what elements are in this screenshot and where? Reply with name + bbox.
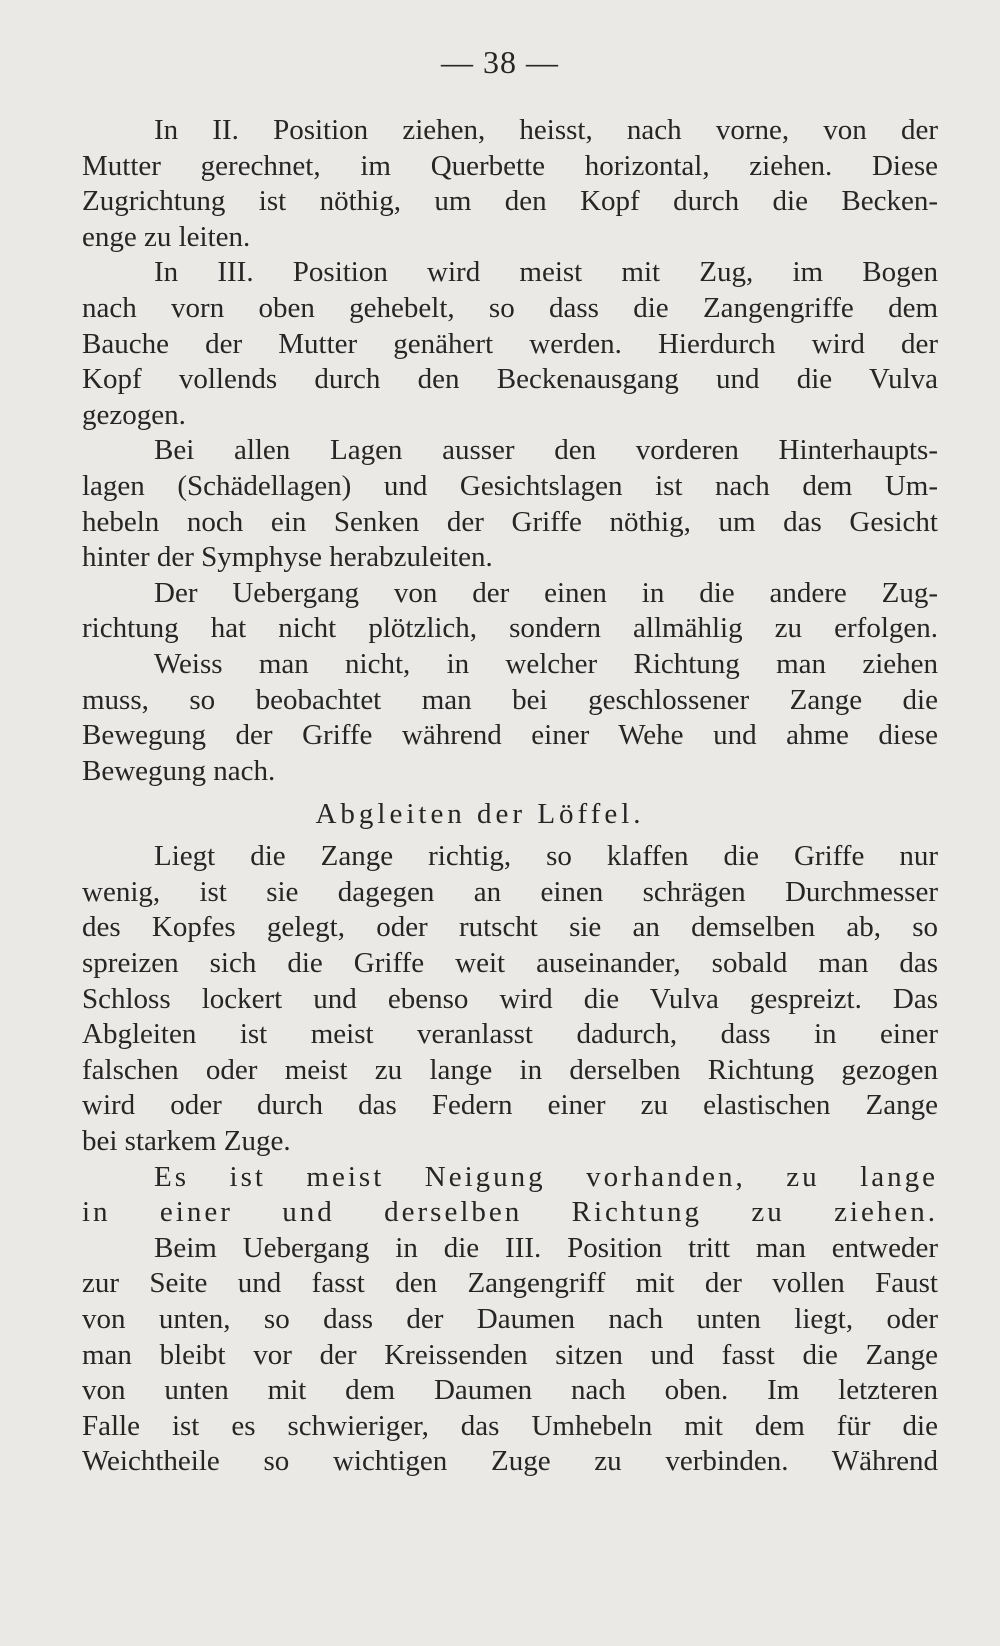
text-line: Mutter gerechnet, im Querbette horizontal, ziehen. Diese: [82, 149, 938, 182]
text-line: Es ist meist Neigung vorhanden, zu lange: [154, 1160, 938, 1193]
text-line: enge zu leiten.: [82, 220, 251, 253]
text-line: richtung hat nicht plötzlich, sondern allmählig zu erfolgen.: [82, 612, 938, 645]
text-line: Liegt die Zange richtig, so klaffen die Griffe nur: [154, 840, 938, 873]
body-text: [82, 113, 938, 1480]
text-line: Der Uebergang von der einen in die andere Zug-: [154, 576, 938, 609]
text-line: Bei allen Lagen ausser den vorderen Hinterhaupts-: [154, 434, 938, 467]
text-line: Abgleiten ist meist veranlasst dadurch, dass in einer: [82, 1018, 938, 1051]
text-line: bei starkem Zuge.: [82, 1125, 291, 1158]
text-line: wenig, ist sie dagegen an einen schrägen Durchmesser: [82, 875, 938, 908]
text-line: Schloss lockert und ebenso wird die Vulva gespreizt. Das: [82, 982, 938, 1015]
section-heading: Abgleiten der Löffel.: [315, 798, 645, 831]
text-line: muss, so beobachtet man bei geschlossener Zange die: [82, 683, 938, 716]
text-line: spreizen sich die Griffe weit auseinander, sobald man das: [82, 947, 938, 980]
text-line: zur Seite und fasst den Zangengriff mit der vollen Faust: [82, 1267, 938, 1300]
text-line: Weiss man nicht, in welcher Richtung man ziehen: [154, 647, 938, 680]
text-line: wird oder durch das Federn einer zu elastischen Zange: [82, 1089, 938, 1122]
text-line: Weichtheile so wichtigen Zuge zu verbinden. Während: [82, 1445, 938, 1478]
text-line: man bleibt vor der Kreissenden sitzen und fasst die Zange: [82, 1338, 938, 1371]
text-line: des Kopfes gelegt, oder rutscht sie an demselben ab, so: [82, 911, 938, 944]
text-line: Bewegung der Griffe während einer Wehe und ahme diese: [82, 719, 938, 752]
text-line: von unten, so dass der Daumen nach unten liegt, oder: [82, 1303, 938, 1335]
text-line: Bewegung nach.: [82, 754, 276, 787]
text-line: nach vorn oben gehebelt, so dass die Zangengriffe dem: [82, 291, 938, 324]
text-line: in einer und derselben Richtung zu ziehen.: [82, 1196, 938, 1229]
text-line: In II. Position ziehen, heisst, nach vorne, von der: [154, 114, 938, 146]
page-number: — 38 —: [441, 44, 559, 80]
text-line: Beim Uebergang in die III. Position tritt man entweder: [154, 1231, 938, 1264]
text-line: hebeln noch ein Senken der Griffe nöthig, um das Gesicht: [82, 505, 938, 538]
text-line: gezogen.: [82, 398, 186, 431]
text-line: Bauche der Mutter genähert werden. Hierdurch wird der: [82, 327, 938, 360]
text-line: lagen (Schädellagen) und Gesichtslagen ist nach dem Um-: [82, 469, 938, 502]
text-line: hinter der Symphyse herabzuleiten.: [82, 541, 493, 574]
text-line: Kopf vollends durch den Beckenausgang und die Vulva: [82, 363, 938, 396]
text-line: Zugrichtung ist nöthig, um den Kopf durch die Becken-: [82, 185, 938, 218]
text-line: Falle ist es schwieriger, das Umhebeln mit dem für die: [82, 1409, 938, 1442]
text-line: falschen oder meist zu lange in derselben Richtung gezogen: [82, 1053, 938, 1086]
text-line: In III. Position wird meist mit Zug, im Bogen: [154, 256, 938, 289]
text-line: von unten mit dem Daumen nach oben. Im letzteren: [82, 1374, 938, 1407]
